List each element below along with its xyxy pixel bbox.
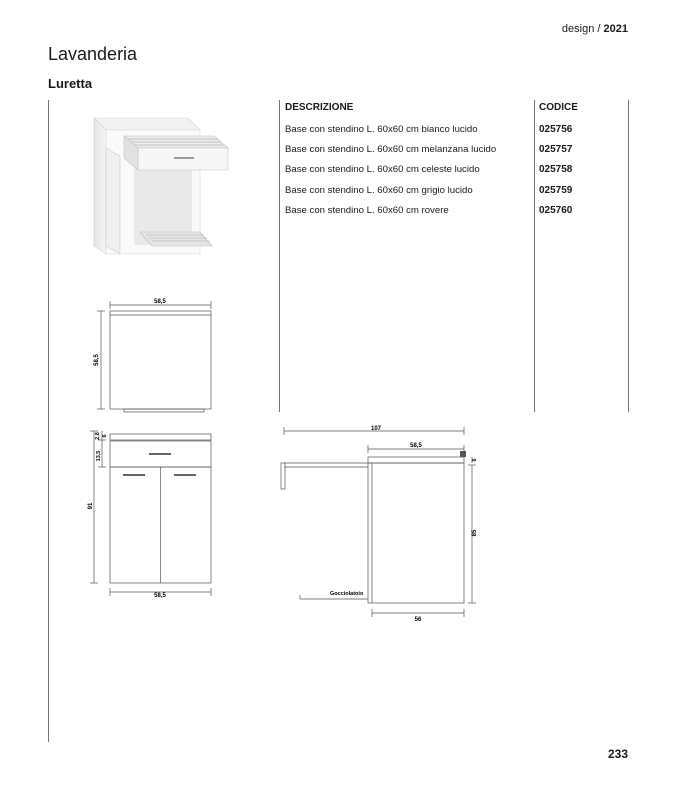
door-handle bbox=[174, 474, 196, 476]
side-extended-label: 107 bbox=[370, 426, 382, 432]
product-name: Luretta bbox=[48, 76, 93, 91]
top-width-label: 58,5 bbox=[154, 299, 166, 305]
side-height-label: 85 bbox=[472, 529, 478, 537]
page-title: Lavanderia bbox=[48, 44, 138, 64]
product-photo bbox=[88, 108, 238, 260]
front-drawer-label: 13,5 bbox=[96, 450, 102, 462]
front-top-a-label: 2,8 bbox=[95, 432, 101, 440]
page-number: 233 bbox=[607, 747, 628, 761]
table-row-code: 025756 bbox=[539, 124, 573, 135]
front-view-drawing bbox=[86, 426, 216, 598]
side-inner-label: 56 bbox=[414, 617, 422, 623]
header-brand: design / bbox=[561, 23, 604, 35]
table-left-rule bbox=[279, 100, 280, 412]
table-row-description: Base con stendino L. 60x60 cm celeste lucido bbox=[285, 164, 480, 175]
table-row-description: Base con stendino L. 60x60 cm rovere bbox=[285, 205, 449, 216]
table-right-rule bbox=[628, 100, 629, 412]
header-year: 2021 bbox=[603, 23, 628, 35]
table-row-description: Base con stendino L. 60x60 cm melanzana lucido bbox=[285, 144, 497, 155]
drawer-handle bbox=[149, 453, 171, 455]
drip-tray-label: Gocciolatoio bbox=[330, 591, 364, 597]
side-depth-label: 58,5 bbox=[410, 443, 422, 449]
front-height-label: 91 bbox=[88, 502, 94, 510]
table-row-description: Base con stendino L. 60x60 cm bianco lucido bbox=[285, 124, 478, 135]
table-row-code: 025759 bbox=[539, 185, 573, 196]
column-header-description: DESCRIZIONE bbox=[285, 102, 354, 113]
page-header bbox=[562, 23, 628, 35]
table-middle-rule bbox=[534, 100, 535, 412]
table-row-description: Base con stendino L. 60x60 cm grigio lucido bbox=[285, 185, 473, 196]
table-row-code: 025758 bbox=[539, 164, 573, 175]
table-row-code: 025760 bbox=[539, 205, 573, 216]
front-top-b-label: 6 bbox=[102, 434, 108, 438]
top-depth-label: 58,5 bbox=[94, 354, 100, 366]
top-edge-mark bbox=[460, 451, 466, 457]
front-width-label: 58,5 bbox=[154, 593, 166, 598]
top-view-drawing bbox=[90, 295, 220, 417]
table-row-code: 025757 bbox=[539, 144, 573, 155]
left-margin-rule bbox=[48, 100, 49, 742]
door-handle bbox=[123, 474, 145, 476]
side-view-drawing bbox=[276, 423, 486, 623]
side-top-label: 6 bbox=[472, 458, 478, 462]
column-header-code: CODICE bbox=[539, 102, 578, 113]
